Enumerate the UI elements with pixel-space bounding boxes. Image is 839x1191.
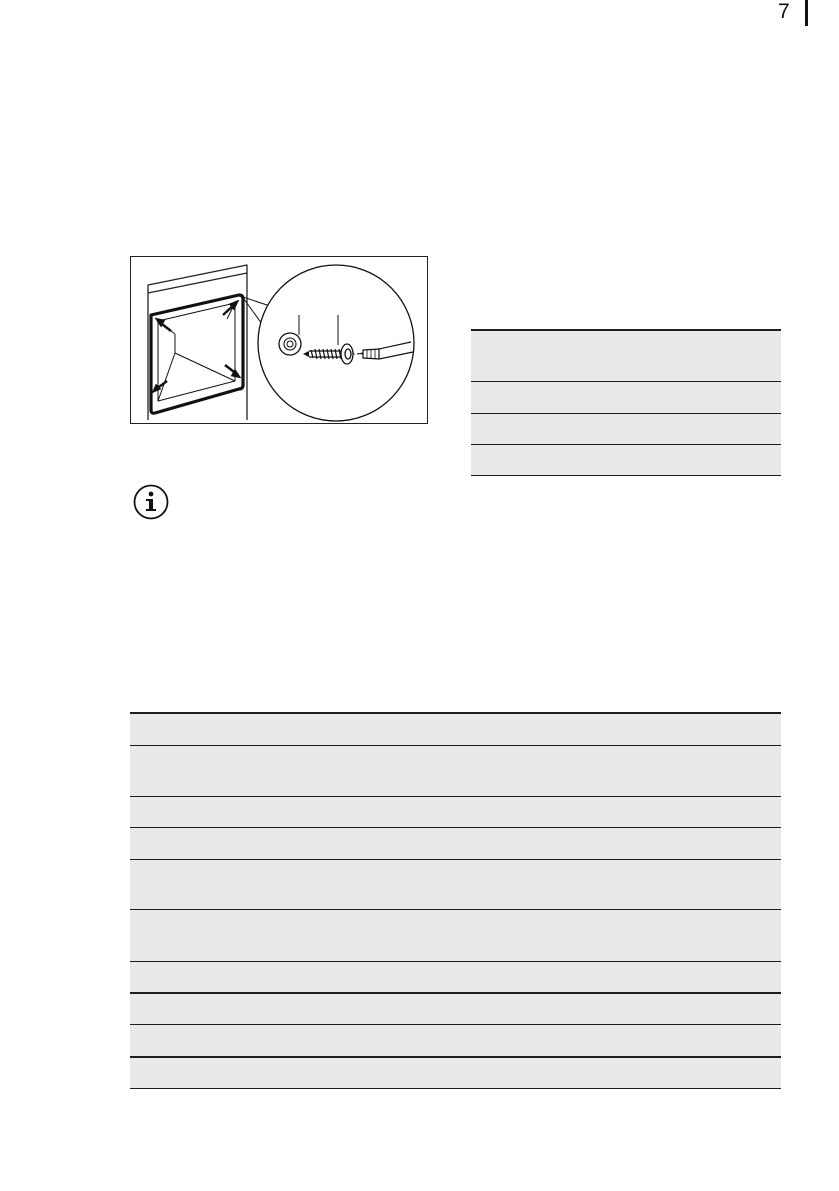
table-row: [130, 746, 781, 797]
table-row: [130, 860, 781, 910]
table-row: [471, 382, 781, 414]
table-row: [130, 962, 781, 994]
specification-table-right: [471, 329, 781, 476]
table-row: [471, 414, 781, 445]
table-row: [130, 910, 781, 962]
table-row: [471, 445, 781, 476]
info-icon: [133, 484, 169, 520]
anchor-screw-installation-figure: [130, 256, 428, 424]
table-row: [471, 331, 781, 382]
table-row: [130, 1058, 781, 1089]
table-row: [130, 714, 781, 746]
table-row: [130, 1025, 781, 1058]
installation-illustration: [131, 257, 427, 423]
table-row: [130, 994, 781, 1025]
table-row: [130, 828, 781, 860]
page-number-rule: [805, 0, 808, 26]
table-row: [130, 797, 781, 828]
page-number: 7: [778, 0, 790, 23]
specification-table-bottom: [130, 712, 781, 1089]
